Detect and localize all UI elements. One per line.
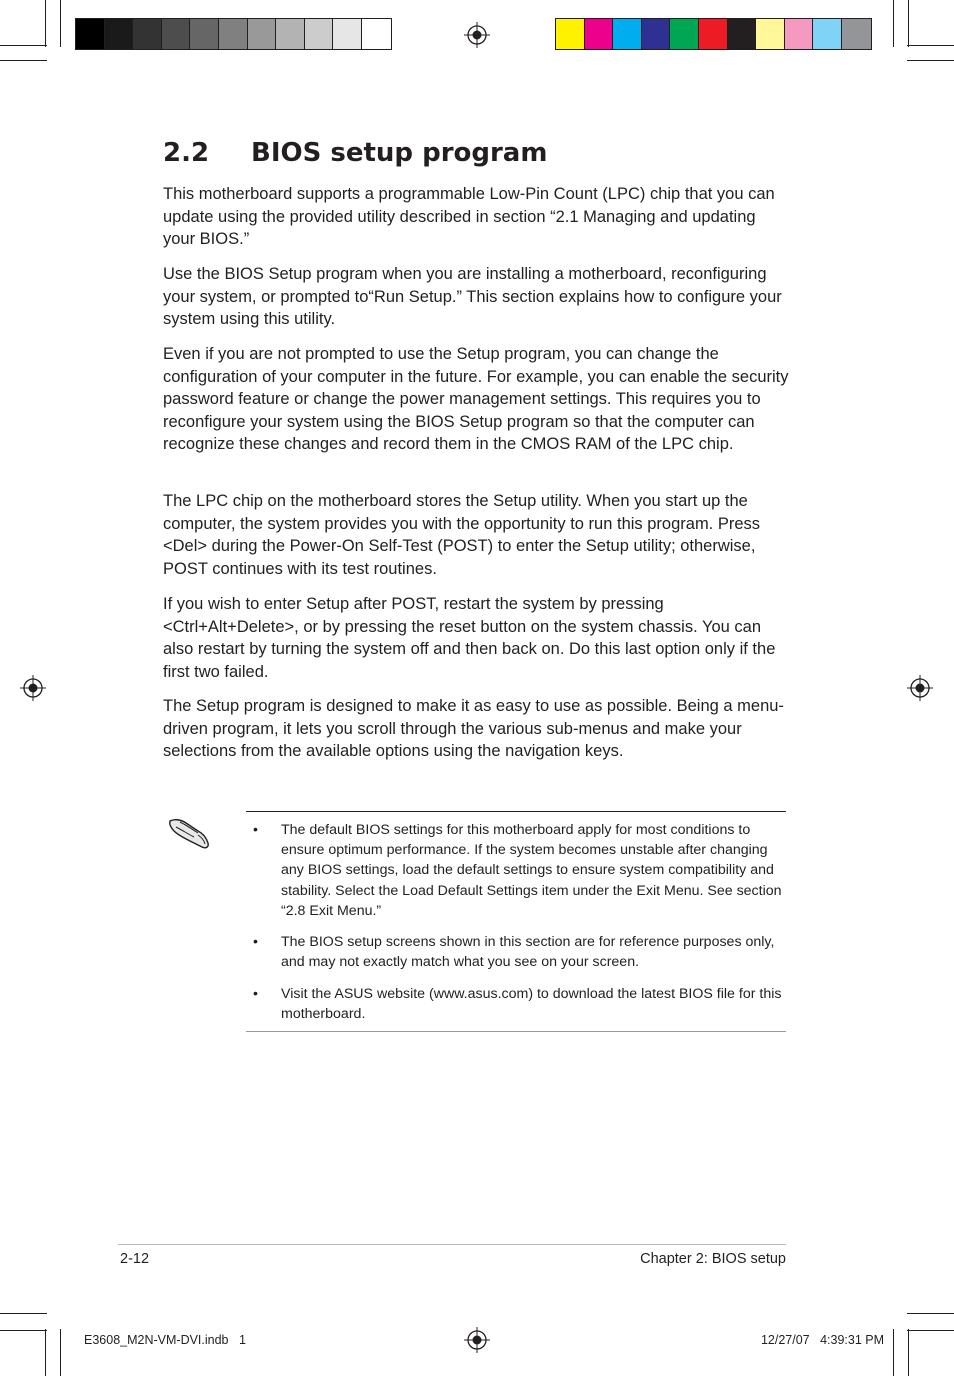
section-number: 2.2 [163,138,210,168]
note-bottom-rule [246,1031,786,1032]
color-swatch [728,19,757,49]
paragraph: The LPC chip on the motherboard stores the Setup utility. When you start up the computer, the system provides you with the opportunity to run this program. Press <Del> during the Power-On Self-Test (POST) to enter the Setup utility; otherwise, POST continues with its test routines. [163,492,761,578]
note-top-rule [246,811,786,812]
print-slug-file [84,1333,246,1347]
color-calibration-bar [555,18,872,50]
paragraph: The Setup program is designed to make it as easy to use as possible. Being a menu-driven program, it lets you scroll through the various sub-menus and make your selections from the available options using the navigation keys. [163,697,784,761]
hand-note-icon [168,815,212,851]
section-heading [163,138,547,168]
gray-swatch [219,19,248,49]
gray-swatch [76,19,105,49]
color-swatch [699,19,728,49]
note-bullet-text: Visit the ASUS website (www.asus.com) to download the latest BIOS file for this motherboard. [281,986,782,1023]
bullet-symbol: • [253,934,258,950]
gray-swatch [362,19,391,49]
slug-time: 4:39:31 PM [820,1333,884,1347]
bullet-symbol: • [253,986,258,1002]
slug-filename: E3608_M2N-VM-DVI.indb [84,1333,229,1347]
chapter-label: Chapter 2: BIOS setup [640,1251,786,1267]
registration-mark-icon [464,1327,490,1353]
paragraph: Use the BIOS Setup program when you are installing a motherboard, reconfiguring your system, or prompted to“Run Setup.” This section explains how to configure your system using this utility. [163,265,782,329]
registration-mark-icon [464,22,490,48]
registration-mark-icon [20,675,46,701]
bullet-symbol: • [253,822,258,838]
gray-swatch [190,19,219,49]
gray-swatch [162,19,191,49]
print-slug-timestamp [761,1333,884,1347]
paragraph: This motherboard supports a programmable Low-Pin Count (LPC) chip that you can update using the provided utility described in section “2.1 Managing and updating your BIOS.” [163,185,775,249]
color-swatch [556,19,585,49]
color-swatch [585,19,614,49]
gray-swatch [248,19,277,49]
note-bullet-text: The BIOS setup screens shown in this section are for reference purposes only, and may not exactly match what you see on your screen. [281,934,775,971]
slug-page: 1 [238,1333,246,1347]
color-swatch [642,19,671,49]
grayscale-calibration-bar [75,18,392,50]
gray-swatch [276,19,305,49]
note-bullet-text: The default BIOS settings for this motherboard apply for most conditions to ensure optimum performance. If the system becomes unstable after changing any BIOS settings, load the default settings to ensure system compatibility and stability. Select the Load Default Settings item under the Exit Menu. See section “2.8 Exit Menu.” [281,822,782,919]
color-swatch [670,19,699,49]
color-swatch [785,19,814,49]
color-swatch [813,19,842,49]
color-swatch [613,19,642,49]
footer-rule [118,1244,786,1245]
gray-swatch [133,19,162,49]
section-title: BIOS setup program [251,138,548,168]
registration-mark-icon [907,675,933,701]
paragraph: Even if you are not prompted to use the Setup program, you can change the configuration of your computer in the future. For example, you can enable the security password feature or change the power management settings. This requires you to reconfigure your system using the BIOS Setup program so that the computer can recognize these changes and record them in the CMOS RAM of the LPC chip. [163,345,789,454]
gray-swatch [105,19,134,49]
gray-swatch [305,19,334,49]
page-number: 2-12 [120,1251,150,1267]
gray-swatch [333,19,362,49]
color-swatch [842,19,871,49]
color-swatch [756,19,785,49]
paragraph: If you wish to enter Setup after POST, restart the system by pressing <Ctrl+Alt+Delete>, or by pressing the reset button on the system chassis. You can also restart by turning the system off and then back on. Do this last option only if the first two failed. [163,595,776,681]
slug-date: 12/27/07 [760,1333,810,1347]
